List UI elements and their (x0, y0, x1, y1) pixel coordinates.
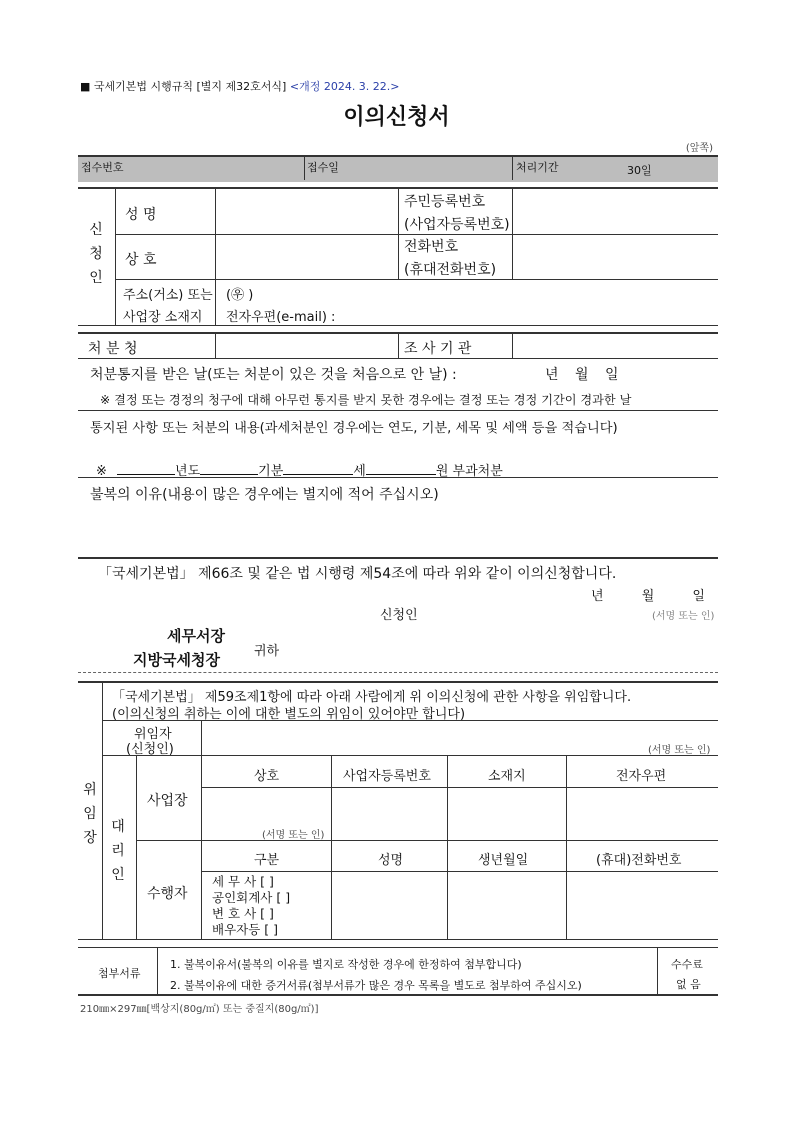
investigator-label: 조 사 기 관 (404, 341, 472, 357)
address-field[interactable] (217, 281, 717, 324)
paper-spec: 210㎜×297㎜[백상지(80g/㎡) 또는 중질지(80g/㎡)] (80, 1004, 319, 1015)
phone-label: 전화번호 (404, 239, 459, 255)
tax-mark: ※ (96, 464, 107, 479)
attachment-item-1: 1. 불복이유서(불복의 이유를 별지로 작성한 경우에 한정하여 첨부합니다) (170, 958, 522, 971)
revision-text: <개정 2024. 3. 22.> (289, 80, 400, 93)
tax-item-blank[interactable] (283, 462, 353, 475)
row-line (78, 325, 718, 326)
tax-period-blank[interactable] (200, 462, 258, 475)
col-line (447, 755, 448, 939)
agent-group-label: 대 리 인 (111, 819, 125, 883)
form-source-text: ■ 국세기본법 시행규칙 [별지 제32호서식] (80, 80, 287, 93)
address-label: 주소(거소) 또는 (123, 288, 213, 303)
row-line (78, 410, 718, 411)
col-line (201, 720, 202, 939)
receipt-no-label: 접수번호 (81, 161, 124, 174)
tax-amount-label: 원 부과처분 (435, 464, 503, 479)
page-title: 이의신청서 (343, 105, 450, 130)
col-name: 성명 (378, 853, 404, 868)
biz-sign-hint: (서명 또는 인) (262, 830, 325, 841)
mobile-label: (휴대전화번호) (404, 262, 497, 278)
row-line (78, 939, 718, 940)
executor-label: 수행자 (147, 886, 188, 902)
delegator-sign-hint: (서명 또는 인) (648, 745, 711, 756)
tax-year-label: 년도 (175, 464, 201, 479)
col-line (157, 948, 158, 994)
row-line (201, 787, 718, 788)
fee-label: 수수료 (671, 958, 703, 971)
col-location: 소재지 (488, 769, 526, 784)
applicant-group-label: 신 청 인 (89, 222, 103, 286)
row-line (78, 477, 718, 478)
row-line (115, 234, 718, 235)
col-line (566, 755, 567, 939)
col-line (331, 755, 332, 939)
tax-item-label: 세 (353, 464, 366, 479)
row-line (136, 840, 718, 841)
biz-label: 사업장 (147, 793, 188, 809)
name-field[interactable] (217, 190, 397, 233)
col-line (102, 683, 103, 939)
delegator-label: 위임자 (134, 727, 172, 742)
office-label: 처 분 청 (88, 341, 138, 357)
row-line (115, 279, 718, 280)
email-label: 전자우편(e-mail) : (226, 310, 336, 325)
applicant-sign-hint: (서명 또는 인) (652, 611, 715, 622)
notice-label: 처분통지를 받은 날(또는 처분이 있은 것을 처음으로 안 날) : (90, 367, 457, 383)
period-value: 30일 (627, 164, 652, 177)
col-line (136, 755, 137, 939)
rrn-field[interactable] (514, 190, 717, 233)
executor-phone-field[interactable] (568, 873, 717, 938)
tax-period-label: 기분 (258, 464, 284, 479)
declaration-date: 년 월 일 (591, 589, 705, 604)
executor-type-list[interactable] (212, 874, 290, 938)
section-border (78, 557, 718, 559)
investigator-field[interactable] (514, 335, 717, 357)
delegation-text-1: 「국세기본법」 제59조제1항에 따라 아래 사람에게 위 이의신청에 관한 사항을 위임합니다. (112, 690, 632, 705)
content-label: 통지된 사항 또는 처분의 내용(과세처분인 경우에는 연도, 기분, 세목 및 세액 등을 적습니다) (90, 421, 618, 436)
divider (512, 157, 513, 180)
type-cpa[interactable]: 공인회계사 [ ] (212, 890, 291, 905)
location-label: 사업장 소재지 (123, 310, 203, 325)
rrn-label: 주민등록번호 (404, 194, 486, 210)
col-trade: 상호 (254, 769, 280, 784)
col-line (657, 948, 658, 994)
col-line (512, 189, 513, 279)
col-email: 전자우편 (616, 769, 667, 784)
honorific: 귀하 (254, 644, 280, 659)
col-line (115, 189, 116, 325)
attachments-label: 첨부서류 (98, 967, 141, 980)
row-line (78, 947, 718, 948)
biz-location-field[interactable] (449, 789, 565, 839)
period-label: 처리기간 (516, 161, 559, 174)
form-source (80, 78, 400, 94)
trade-field[interactable] (217, 236, 397, 278)
receipt-row (78, 155, 718, 182)
col-line (398, 189, 399, 279)
trade-label: 상 호 (125, 252, 157, 268)
notice-note: ※ 결정 또는 경정의 청구에 대해 아무런 통지를 받지 못한 경우에는 결정 또는 경정 기간이 경과한 날 (100, 393, 632, 407)
type-spouse[interactable]: 배우자등 [ ] (212, 922, 279, 937)
name-label: 성 명 (125, 207, 157, 223)
col-brn: 사업자등록번호 (343, 769, 431, 784)
delegator-field[interactable] (203, 722, 717, 754)
phone-field[interactable] (514, 236, 717, 278)
section-border (78, 681, 718, 683)
type-lawyer[interactable]: 변 호 사 [ ] (212, 906, 274, 921)
section-border (78, 994, 718, 996)
reason-label: 불복의 이유(내용이 많은 경우에는 별지에 적어 주십시오) (90, 487, 439, 503)
applicant-sign-label: 신청인 (380, 608, 418, 623)
delegation-text-2: (이의신청의 취하는 이에 대한 별도의 위임이 있어야만 합니다) (112, 707, 466, 722)
declaration-text: 「국세기본법」 제66조 및 같은 법 시행령 제54조에 따라 위와 같이 이의신청합니다. (98, 566, 617, 582)
delegation-group-label: 위 임 장 (83, 782, 97, 846)
cut-line (78, 672, 718, 673)
executor-birth-field[interactable] (449, 873, 565, 938)
col-line (215, 334, 216, 358)
office-field[interactable] (217, 335, 397, 357)
col-type: 구분 (254, 853, 280, 868)
attachment-item-2: 2. 불복이유에 대한 증거서류(첨부서류가 많은 경우 목록을 별도로 첨부하여 주십시오) (170, 979, 582, 992)
addressee-regional: 지방국세청장 (133, 651, 220, 669)
divider (304, 157, 305, 180)
type-tax-accountant[interactable]: 세 무 사 [ ] (212, 874, 274, 889)
biz-email-field[interactable] (568, 789, 717, 839)
side-label: (앞쪽) (685, 143, 713, 154)
row-line (78, 358, 718, 359)
receipt-date-label: 접수일 (307, 161, 339, 174)
col-line (398, 334, 399, 358)
row-line (102, 720, 718, 721)
executor-name-field[interactable] (333, 873, 446, 938)
col-line (512, 334, 513, 358)
notice-date: 년 월 일 (545, 367, 619, 383)
col-birth: 생년월일 (478, 853, 529, 868)
biz-brn-field[interactable] (333, 789, 446, 839)
postal-mark: (㉾ ) (226, 288, 254, 303)
row-line (102, 755, 718, 756)
tax-amount-blank[interactable] (366, 462, 436, 475)
brn-label: (사업자등록번호) (404, 217, 510, 233)
reason-field[interactable] (80, 505, 716, 555)
addressee-tax-office: 세무서장 (167, 627, 225, 645)
delegator-sub-label: (신청인) (126, 742, 174, 757)
tax-year-blank[interactable] (117, 462, 175, 475)
fee-value: 없 음 (676, 978, 701, 991)
row-line (201, 871, 718, 872)
col-phone: (휴대)전화번호 (596, 853, 682, 868)
col-line (215, 189, 216, 325)
